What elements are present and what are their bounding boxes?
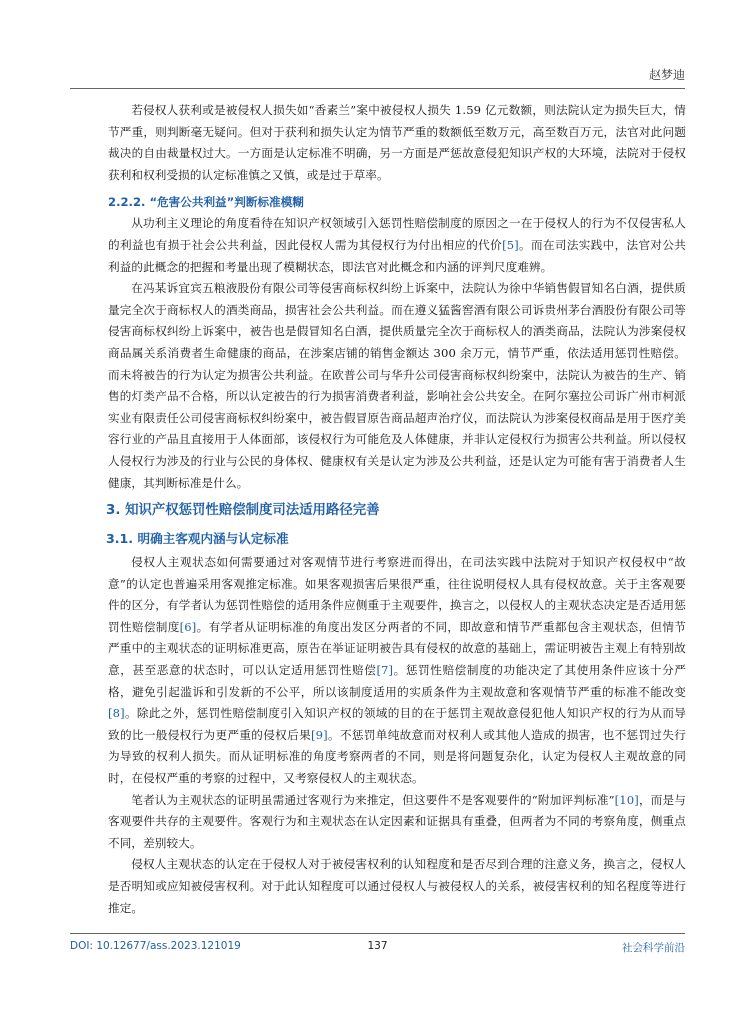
paragraph-case-examples: 在冯某诉宜宾五粮液股份有限公司等侵害商标权纠纷上诉案中，法院认为徐中华销售假冒知名白酒，提供质量完全次于商标权人的酒类商品，损害社会公共利益。而在遵义猛酱窖酒有限公司诉贵州茅台酒股份有限公司等侵害商标权纠纷上诉案中，被告也是假冒知名白酒，提供质量完全次于商标权人的酒类商品，法院认为涉案侵权商品属关系消费者生命健康的商品，在涉案店铺的销售金额达 300 余万元，情节严重，依法适用惩罚性赔偿。而未将被告的行为认定为损害公共利益。在欧普公司与华升公司侵害商标权纠纷案中，法院认为被告的生产、销售的灯类产品不合格，所以认定被告的行为损害消费者利益，影响社会公共安全。在阿尔塞拉公司诉广州市柯派实业有限责任公司侵害商标权纠纷案中，被告假冒原告商品超声治疗仪，而法院认为涉案侵权商品是用于医疗美容行业的产品且直接用于人体面部，该侵权行为可能危及人体健康，并非认定侵权行为损害公共利益。所以侵权人侵权行为涉及的行业与公民的身体权、健康权有关是认定为涉及公共利益，还是认定为可能有害于消费者人生健康，其判断标准是什么。 — [108, 281, 686, 490]
section-heading-3-1: 3.1. 明确主客观内涵与认定标准 — [106, 531, 289, 547]
citation-link[interactable]: [9] — [311, 727, 328, 742]
text-span: 。而在司法实践中，法官对公共利益的此概念的把握和考量出现了模糊状态，即法官对此概念和内涵的评判尺度难辨。 — [108, 237, 686, 274]
citation-link[interactable]: [5] — [502, 237, 519, 252]
text-span: 。惩罚性赔偿制度的功能决定了其使用条件应该十分严格，避免引起滥诉和引发新的不公平，所以该制度适用的实质条件为主观故意和客观情节严重的标准不能改变 — [108, 663, 687, 699]
citation-link[interactable]: [7] — [376, 663, 394, 678]
header-divider — [70, 88, 685, 89]
paragraph-author-view — [108, 790, 686, 855]
doi-link[interactable]: DOI: 10.12677/ass.2023.121019 — [70, 940, 241, 952]
paragraph-cognition: 侵权人主观状态的认定在于侵权人对于被侵害权利的认知程度和是否尽到合理的注意义务，换言之，侵权人是否明知或应知被侵害权利。对于此认知程度可以通过侵权人与被侵权人的关系，被侵害权利的知名程度等进行推定。 — [108, 857, 686, 915]
text-span: 从功利主义理论的角度看待在知识产权领域引入惩罚性赔偿制度的原因之一在于侵权人的行为不仅侵害私人的利益也有损于社会公共利益，因此侵权人需为其侵权行为付出相应的代价 — [108, 216, 686, 252]
paragraph-public-interest — [108, 213, 686, 278]
text-span: 侵权人主观状态如何需要通过对客观情节进行考察进而得出，在司法实践中法院对于知识产权侵权中“故意”的认定也普遍采用客观推定标准。如果客观损害后果很严重，往往说明侵权人具有侵权故意。关于主客观要件的区分，有学者认为惩罚性赔偿的适用条件应侧重于主观要件，换言之，以侵权人的主观状态决定是否适用惩罚性赔偿制度 — [108, 555, 686, 634]
citation-link[interactable]: [6] — [179, 619, 197, 634]
paragraph-subjective-state — [108, 552, 686, 790]
page-number: 137 — [367, 940, 388, 952]
article-body — [108, 100, 686, 919]
journal-name[interactable]: 社会科学前沿 — [622, 942, 685, 954]
text-span: ，而是与客观要件共存的主观要件。客观行为和主观状态在认定因素和证据具有重叠，但两者为不同的考察角度，侧重点不同，差别较大。 — [108, 792, 686, 850]
text-span: 笔者认为主观状态的证明虽需通过客观行为来推定，但这要件不是客观要件的“附加评判标准” — [131, 792, 615, 807]
text-span: 。有学者从证明标准的角度出发区分两者的不同，即故意和情节严重都包含主观状态，但情节严重中的主观状态的证明标准更高，原告在举证证明被告具有侵权的故意的基础上，需证明被告主观上有特别故意，甚至恶意的状态时，可以认定适用惩罚性赔偿 — [108, 619, 686, 678]
text-span: 。除此之外，惩罚性赔偿制度引入知识产权的领域的目的在于惩罚主观故意侵犯他人知识产权的行为从而导致的比一般侵权行为更严重的侵权后果 — [108, 706, 686, 742]
citation-link[interactable]: [10] — [614, 792, 639, 807]
section-heading-2-2-2: 2.2.2. “危害公共利益”判断标准模糊 — [108, 195, 304, 210]
section-heading-3: 3. 知识产权惩罚性赔偿制度司法适用路径完善 — [106, 503, 380, 519]
footer-divider — [70, 933, 685, 934]
citation-link[interactable]: [8] — [108, 706, 125, 721]
running-header-author: 赵梦迪 — [648, 68, 685, 82]
text-span: 。不惩罚单纯故意而对权利人或其他人造成的损害，也不惩罚过失行为导致的权利人损失。而从证明标准的角度考察两者的不同，则是将问题复杂化，认定为侵权人主观故意的同时，在侵权严重的考察的过程中，又考察侵权人的主观状态。 — [108, 727, 686, 786]
paragraph-loss-amount: 若侵权人获利或是被侵权人损失如“香素兰”案中被侵权人损失 1.59 亿元数额，则法院认定为损失巨大，情节严重，则判断毫无疑问。但对于获利和损失认定为情节严重的数额低至数万元，高至数百万元，法官对此问题裁决的自由裁量权过大。一方面是认定标准不明确，另一方面是严惩故意侵犯知识产权的大环境，法院对于侵权获利和权利受损的认定标准慎之又慎，或是过于草率。 — [108, 103, 686, 182]
